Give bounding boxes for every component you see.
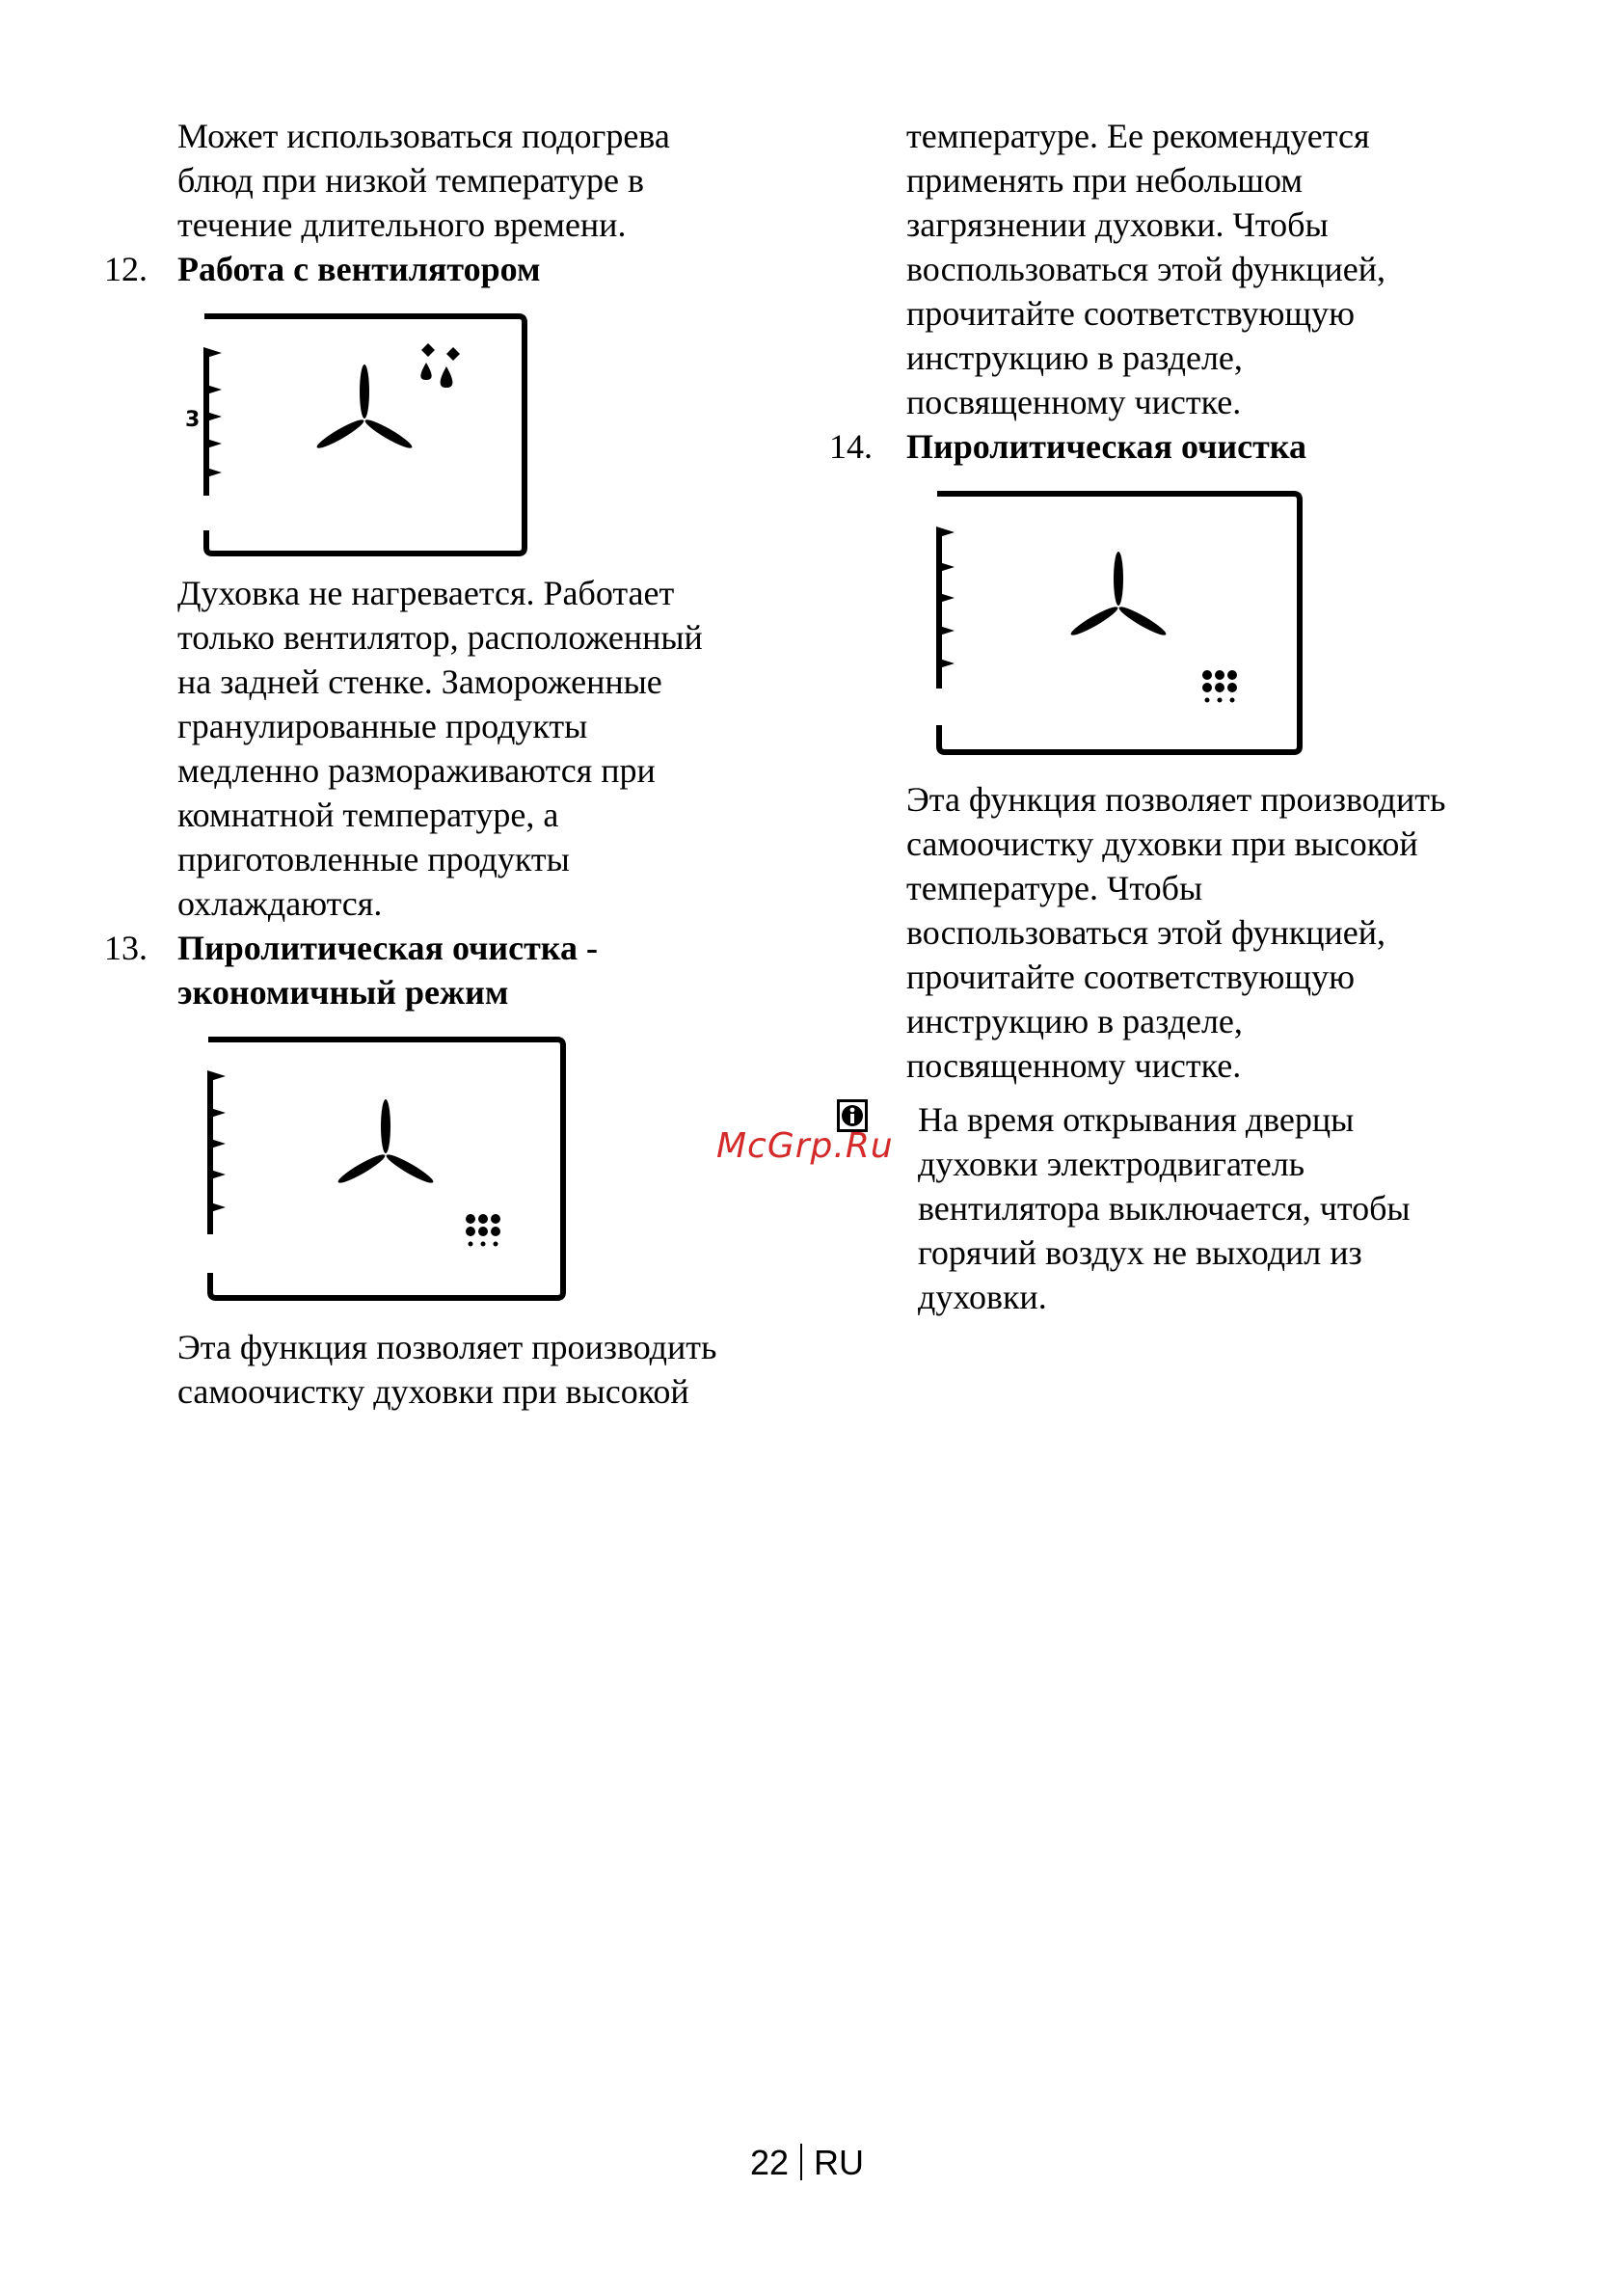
section-14-title: Пиролитическая очистка (906, 427, 1307, 466)
page-language: RU (814, 2143, 865, 2182)
pyrolysis-dots-icon (466, 1214, 500, 1247)
fan-icon (314, 365, 414, 451)
section-12-title: Работа с вентилятором (177, 250, 541, 288)
info-note-text: На время открывания дверцы духовки электродвигатель вентилятора выключается, чтобы горячий воздух не выходил из духовки. (918, 1100, 1411, 1316)
eco-pyrolytic-diagram (104, 1028, 798, 1308)
section-12-heading (104, 247, 798, 291)
section-13-text: Эта функция позволяет производить самоочистку духовки при высокой (177, 1328, 717, 1411)
section-14-number: 14. (829, 427, 873, 466)
section-12-number: 12. (104, 250, 148, 288)
section-13-heading: 13. Пиролитическая очистка - экономичный режим (104, 926, 798, 1014)
continued-text: температуре. Ее рекомендуется применять при небольшом загрязнении духовки. Чтобы воспользоваться этой функцией, прочитайте соответствующую инструкцию в разделе, посвященному чистке. (906, 117, 1386, 421)
level-indicator-icon (207, 1070, 226, 1234)
left-column (104, 114, 798, 1414)
fan-icon (336, 1099, 435, 1186)
level-label: 3 (185, 408, 201, 432)
section-14-text: Эта функция позволяет производить самоочистку духовки при высокой температуре. Чтобы воспользоваться этой функцией, прочитайте соответствующую инструкцию в разделе, посвященному чистке. (906, 780, 1446, 1085)
pyrolytic-diagram (829, 480, 1543, 760)
level-indicator-icon (936, 527, 955, 689)
pyrolysis-dots-icon (1202, 670, 1237, 703)
section-12-text: Духовка не нагревается. Работает только вентилятор, расположенный на задней стенке. Замороженные гранулированные продукты медленно размораживаются при комнатной температуре, а приготовленные продукты охлаждаются. (177, 574, 703, 923)
right-column (829, 114, 1543, 1088)
footer-separator (800, 2144, 802, 2180)
watermark: McGrp.Ru (716, 1126, 894, 1166)
page-number: 22 (749, 2143, 790, 2182)
fan-mode-diagram (104, 303, 798, 557)
section-14-heading (829, 424, 1543, 469)
fan-icon (1068, 552, 1168, 638)
section-13-number: 13. (104, 929, 148, 967)
info-note (837, 1097, 1531, 1319)
defrost-icon (420, 343, 460, 388)
intro-text: Может использоваться подогрева блюд при низкой температуре в течение длительного времени. (177, 117, 670, 244)
level-indicator-icon (203, 347, 222, 496)
page-footer (0, 2143, 1614, 2183)
